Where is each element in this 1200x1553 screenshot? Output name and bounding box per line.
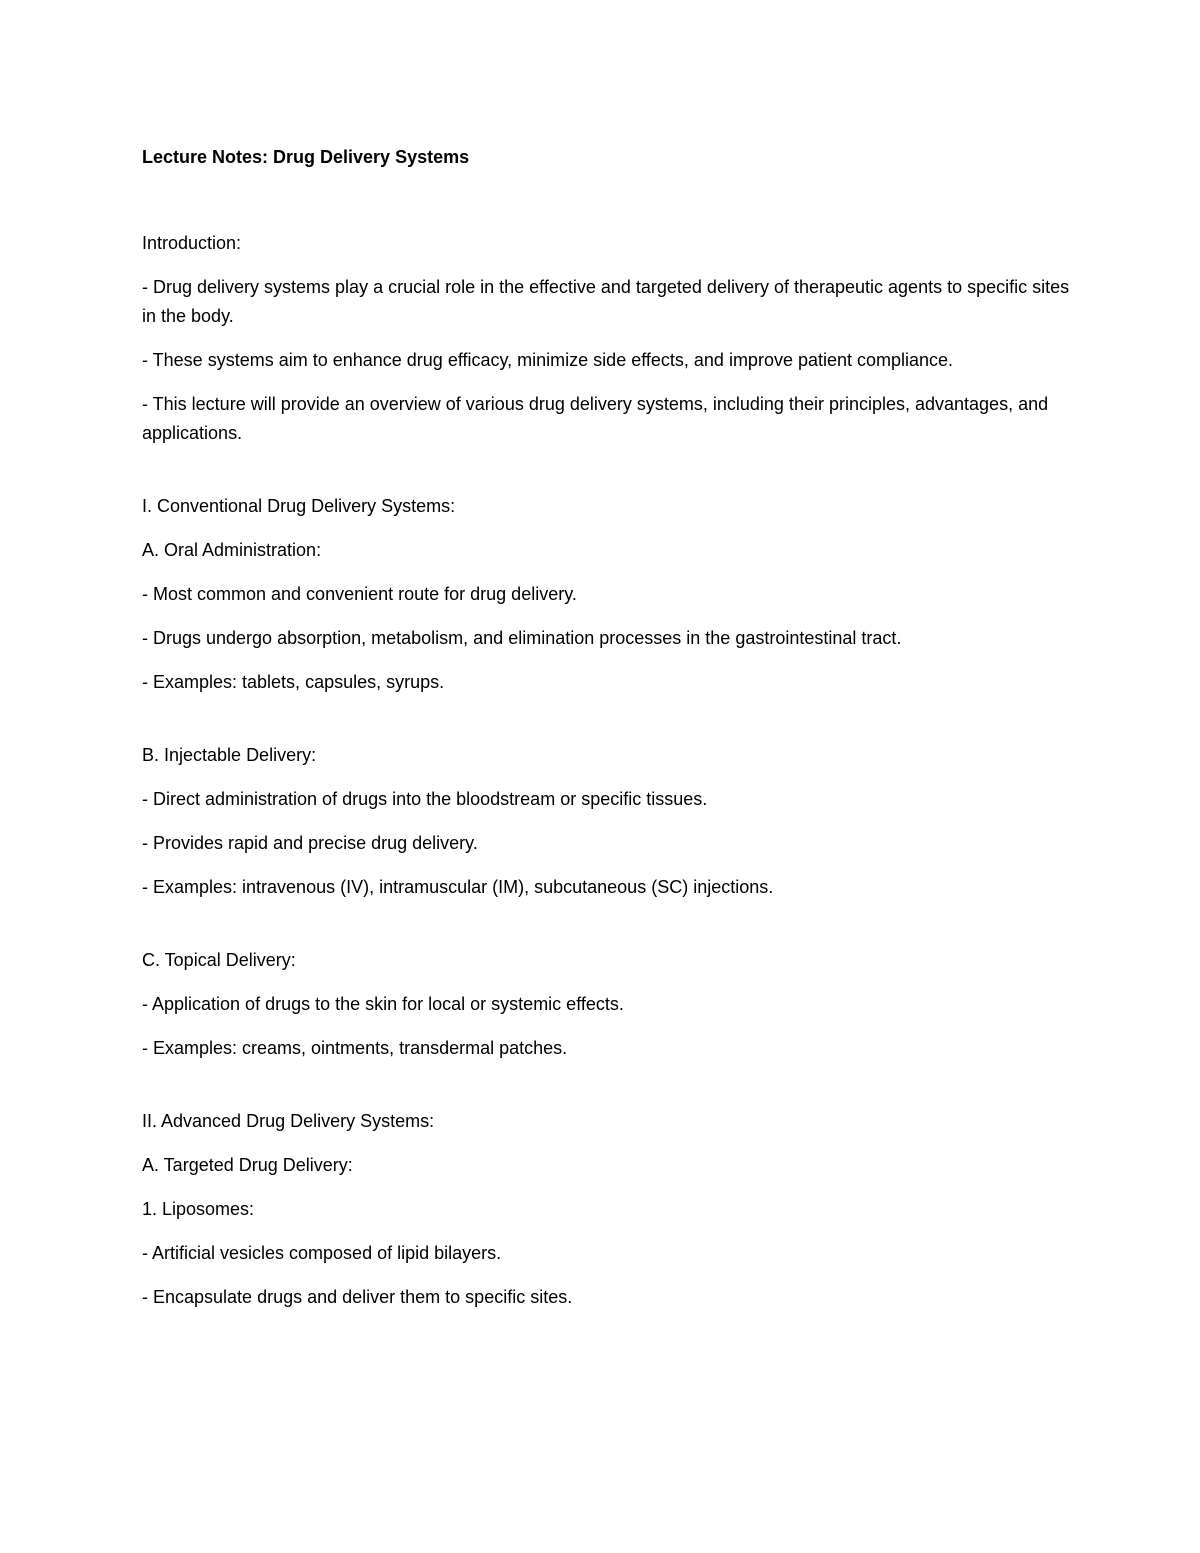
topical-heading: C. Topical Delivery: xyxy=(142,950,296,970)
intro-item: - This lecture will provide an overview of various drug delivery systems, including their principles, advantages, and applications. xyxy=(142,394,1049,443)
document-body xyxy=(142,143,1072,1327)
section-1-heading: I. Conventional Drug Delivery Systems: xyxy=(142,496,456,516)
liposomes-item: - Encapsulate drugs and deliver them to specific sites. xyxy=(142,1287,573,1307)
oral-item: - Most common and convenient route for drug delivery. xyxy=(142,584,577,604)
section-spacer xyxy=(142,712,1072,741)
section-spacer xyxy=(142,917,1072,946)
injectable-item: - Provides rapid and precise drug delivery. xyxy=(142,833,478,853)
oral-item: - Drugs undergo absorption, metabolism, and elimination processes in the gastrointestinal tract. xyxy=(142,628,902,648)
intro-item: - Drug delivery systems play a crucial role in the effective and targeted delivery of therapeutic agents to specific sites in the body. xyxy=(142,277,1070,326)
liposomes-item: - Artificial vesicles composed of lipid bilayers. xyxy=(142,1243,502,1263)
oral-item: - Examples: tablets, capsules, syrups. xyxy=(142,672,445,692)
injectable-heading: B. Injectable Delivery: xyxy=(142,745,317,765)
topical-item: - Examples: creams, ointments, transdermal patches. xyxy=(142,1038,568,1058)
targeted-heading: A. Targeted Drug Delivery: xyxy=(142,1155,353,1175)
section-spacer xyxy=(142,1078,1072,1107)
intro-item: - These systems aim to enhance drug efficacy, minimize side effects, and improve patient compliance. xyxy=(142,350,954,370)
injectable-item: - Direct administration of drugs into the bloodstream or specific tissues. xyxy=(142,789,708,809)
document-title: Lecture Notes: Drug Delivery Systems xyxy=(142,147,470,167)
oral-heading: A. Oral Administration: xyxy=(142,540,322,560)
section-2-heading: II. Advanced Drug Delivery Systems: xyxy=(142,1111,435,1131)
liposomes-heading: 1. Liposomes: xyxy=(142,1199,255,1219)
injectable-item: - Examples: intravenous (IV), intramuscular (IM), subcutaneous (SC) injections. xyxy=(142,877,774,897)
topical-item: - Application of drugs to the skin for local or systemic effects. xyxy=(142,994,624,1014)
intro-heading: Introduction: xyxy=(142,233,242,253)
section-spacer xyxy=(142,463,1072,492)
